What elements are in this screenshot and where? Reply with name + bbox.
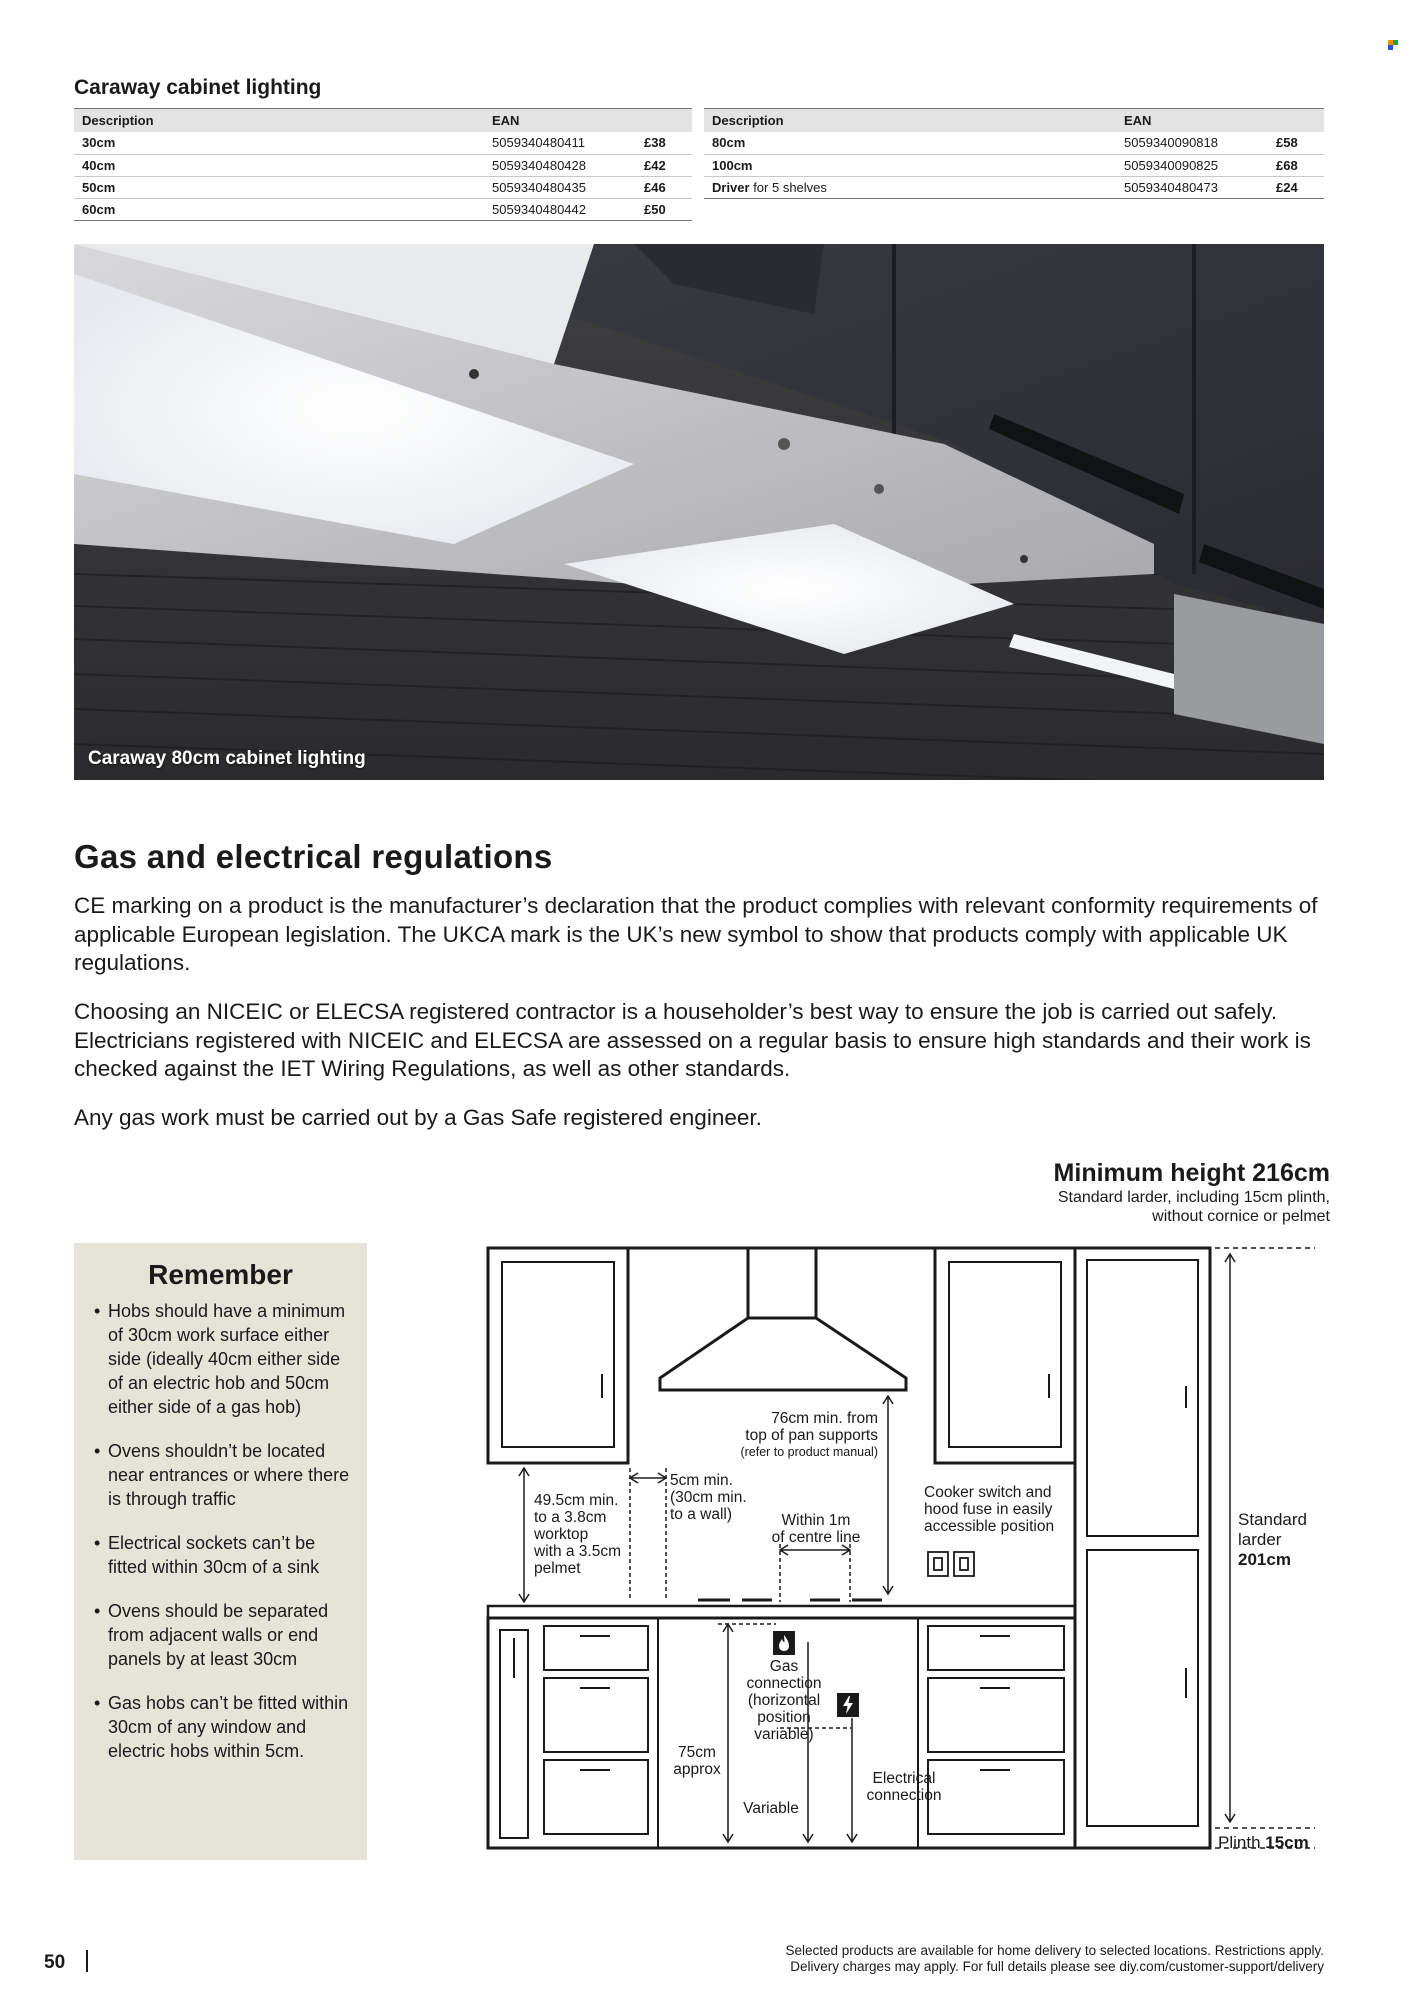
wall-cabinet-clearance-label — [534, 1492, 630, 1577]
base-height-line: 75cm — [678, 1744, 716, 1761]
wall-clearance-line: to a 3.8cm — [534, 1509, 607, 1526]
gas-connection-line: connection — [746, 1675, 822, 1692]
hood-clearance-note: (refer to product manual) — [740, 1445, 878, 1459]
row-price: £42 — [636, 154, 692, 176]
min-height-subtitle-1: Standard larder, including 15cm plinth, — [1057, 1189, 1330, 1206]
centre-line-text: Within 1m — [781, 1512, 851, 1529]
gas-connection-label — [734, 1658, 834, 1743]
table-row — [74, 176, 692, 198]
regulations-paragraph: Any gas work must be carried out by a Gas Safe registered engineer. — [74, 1105, 762, 1130]
section-title: Caraway cabinet lighting — [74, 76, 322, 99]
price-table-left — [74, 108, 692, 221]
larder-height-value: 201cm — [1238, 1550, 1291, 1569]
larder-line: larder — [1238, 1530, 1282, 1549]
delivery-note-line: Selected products are available for home delivery to selected locations. Restrictions apply. — [785, 1943, 1324, 1958]
cooker-switch-line: hood fuse in easily — [924, 1501, 1053, 1518]
centre-line-text: of centre line — [771, 1529, 861, 1546]
column-header-description: Description — [704, 109, 1116, 133]
list-item: • Hobs should have a minimum of 30cm work surface either side (ideally 40cm either side of an electric hob and 50cm either side of a gas hob) — [94, 1299, 353, 1419]
cooker-switch-label — [924, 1484, 1074, 1535]
gas-connection-line: position — [757, 1709, 811, 1726]
row-price: £50 — [636, 198, 692, 220]
base-height-label — [670, 1744, 724, 1778]
side-gap-line: to a wall) — [670, 1506, 733, 1523]
row-ean: 5059340480411 — [484, 132, 636, 154]
plinth-value: 15cm — [1265, 1833, 1309, 1852]
plinth-text: Plinth — [1218, 1833, 1261, 1852]
column-header-description: Description — [74, 109, 484, 133]
table-row — [704, 154, 1324, 176]
wall-clearance-line: worktop — [534, 1526, 589, 1543]
list-item: • Electrical sockets can’t be fitted within 30cm of a sink — [94, 1531, 353, 1579]
cooker-switch-line: accessible position — [924, 1518, 1055, 1535]
table-row — [74, 132, 692, 154]
side-gap-line: 5cm min. — [670, 1472, 733, 1489]
kitchen-layout-diagram — [480, 1158, 1340, 1868]
list-item: • Gas hobs can’t be fitted within 30cm of any window and electric hobs within 5cm. — [94, 1691, 353, 1763]
side-gap-line: (30cm min. — [670, 1489, 747, 1506]
remember-title: Remember — [148, 1259, 293, 1290]
column-header-ean: EAN — [1116, 109, 1324, 133]
row-price: £38 — [636, 132, 692, 154]
variable-label: Variable — [743, 1800, 799, 1817]
base-height-line: approx — [673, 1761, 721, 1778]
gas-flame-icon — [772, 1630, 796, 1656]
cooker-switch-line: Cooker switch and — [924, 1484, 1052, 1501]
row-description: 30cm — [74, 132, 484, 154]
row-price: £58 — [1268, 132, 1324, 154]
regulations-paragraph: CE marking on a product is the manufacturer’s declaration that the product complies with relevant conformity requirements of applicable European legislation. The UKCA mark is the UK’s new symbol to show that products comply with applicable UK regulations. — [74, 893, 1318, 975]
row-price: £68 — [1268, 154, 1324, 176]
delivery-note — [624, 1943, 1324, 1975]
row-ean: 5059340480473 — [1116, 176, 1268, 198]
larder-line: Standard — [1238, 1510, 1307, 1529]
centre-line-label — [764, 1512, 868, 1546]
min-height-title: Minimum height 216cm — [1053, 1159, 1330, 1187]
brand-mark-icon — [1388, 40, 1398, 50]
row-description: 80cm — [704, 132, 1116, 154]
min-height-subtitle-2: without cornice or pelmet — [1152, 1208, 1330, 1225]
row-description: 40cm — [74, 154, 484, 176]
min-height-label — [955, 1158, 1330, 1226]
row-description: 50cm — [74, 176, 484, 198]
gas-connection-line: Gas — [769, 1658, 799, 1675]
electrical-connection-line: Electrical — [872, 1770, 936, 1787]
plinth-label — [1218, 1834, 1338, 1851]
hood-clearance-line: top of pan supports — [745, 1427, 878, 1444]
row-description: Driver for 5 shelves — [704, 176, 1116, 198]
row-ean: 5059340480435 — [484, 176, 636, 198]
table-row — [704, 176, 1324, 198]
row-description: 60cm — [74, 198, 484, 220]
table-row — [74, 154, 692, 176]
table-row — [704, 132, 1324, 154]
photo-caption: Caraway 80cm cabinet lighting — [88, 748, 366, 769]
column-header-ean: EAN — [484, 109, 692, 133]
row-description: 100cm — [704, 154, 1116, 176]
electrical-bolt-icon — [836, 1692, 860, 1718]
list-item: • Ovens should be separated from adjacent walls or end panels by at least 30cm — [94, 1599, 353, 1671]
row-ean: 5059340480428 — [484, 154, 636, 176]
row-price: £46 — [636, 176, 692, 198]
page-number: 50 — [44, 1952, 66, 1973]
row-price: £24 — [1268, 176, 1324, 198]
row-ean: 5059340090818 — [1116, 132, 1268, 154]
wall-clearance-line: pelmet — [534, 1560, 581, 1577]
larder-height-label — [1238, 1510, 1338, 1570]
gas-connection-line: variable) — [754, 1726, 814, 1743]
delivery-note-line: Delivery charges may apply. For full details please see diy.com/customer-support/delivery — [790, 1959, 1324, 1974]
price-table-right — [704, 108, 1324, 199]
electrical-connection-label — [854, 1770, 954, 1804]
gas-connection-line: (horizontal — [747, 1692, 821, 1709]
side-gap-label — [670, 1472, 770, 1523]
list-item: • Ovens shouldn’t be located near entrances or where there is through traffic — [94, 1439, 353, 1511]
wall-clearance-line: 49.5cm min. — [534, 1492, 619, 1509]
regulations-heading: Gas and electrical regulations — [74, 838, 553, 875]
table-row — [74, 198, 692, 220]
regulations-paragraph: Choosing an NICEIC or ELECSA registered contractor is a householder’s best way to ensure the job is carried out safely. Electricians registered with NICEIC and ELECSA are assessed on a regular basis to ensure high standards and their work is checked against the IET Wiring Regulations, as well as other standards. — [74, 999, 1311, 1081]
hood-clearance-label — [700, 1410, 878, 1461]
remember-panel — [74, 1243, 367, 1860]
row-ean: 5059340480442 — [484, 198, 636, 220]
row-ean: 5059340090825 — [1116, 154, 1268, 176]
wall-clearance-line: with a 3.5cm — [534, 1543, 622, 1560]
hood-clearance-line: 76cm min. from — [771, 1410, 878, 1427]
remember-list — [74, 1299, 367, 1763]
electrical-connection-line: connection — [866, 1787, 942, 1804]
page-number-divider — [86, 1950, 88, 1972]
product-photo — [74, 244, 1324, 780]
